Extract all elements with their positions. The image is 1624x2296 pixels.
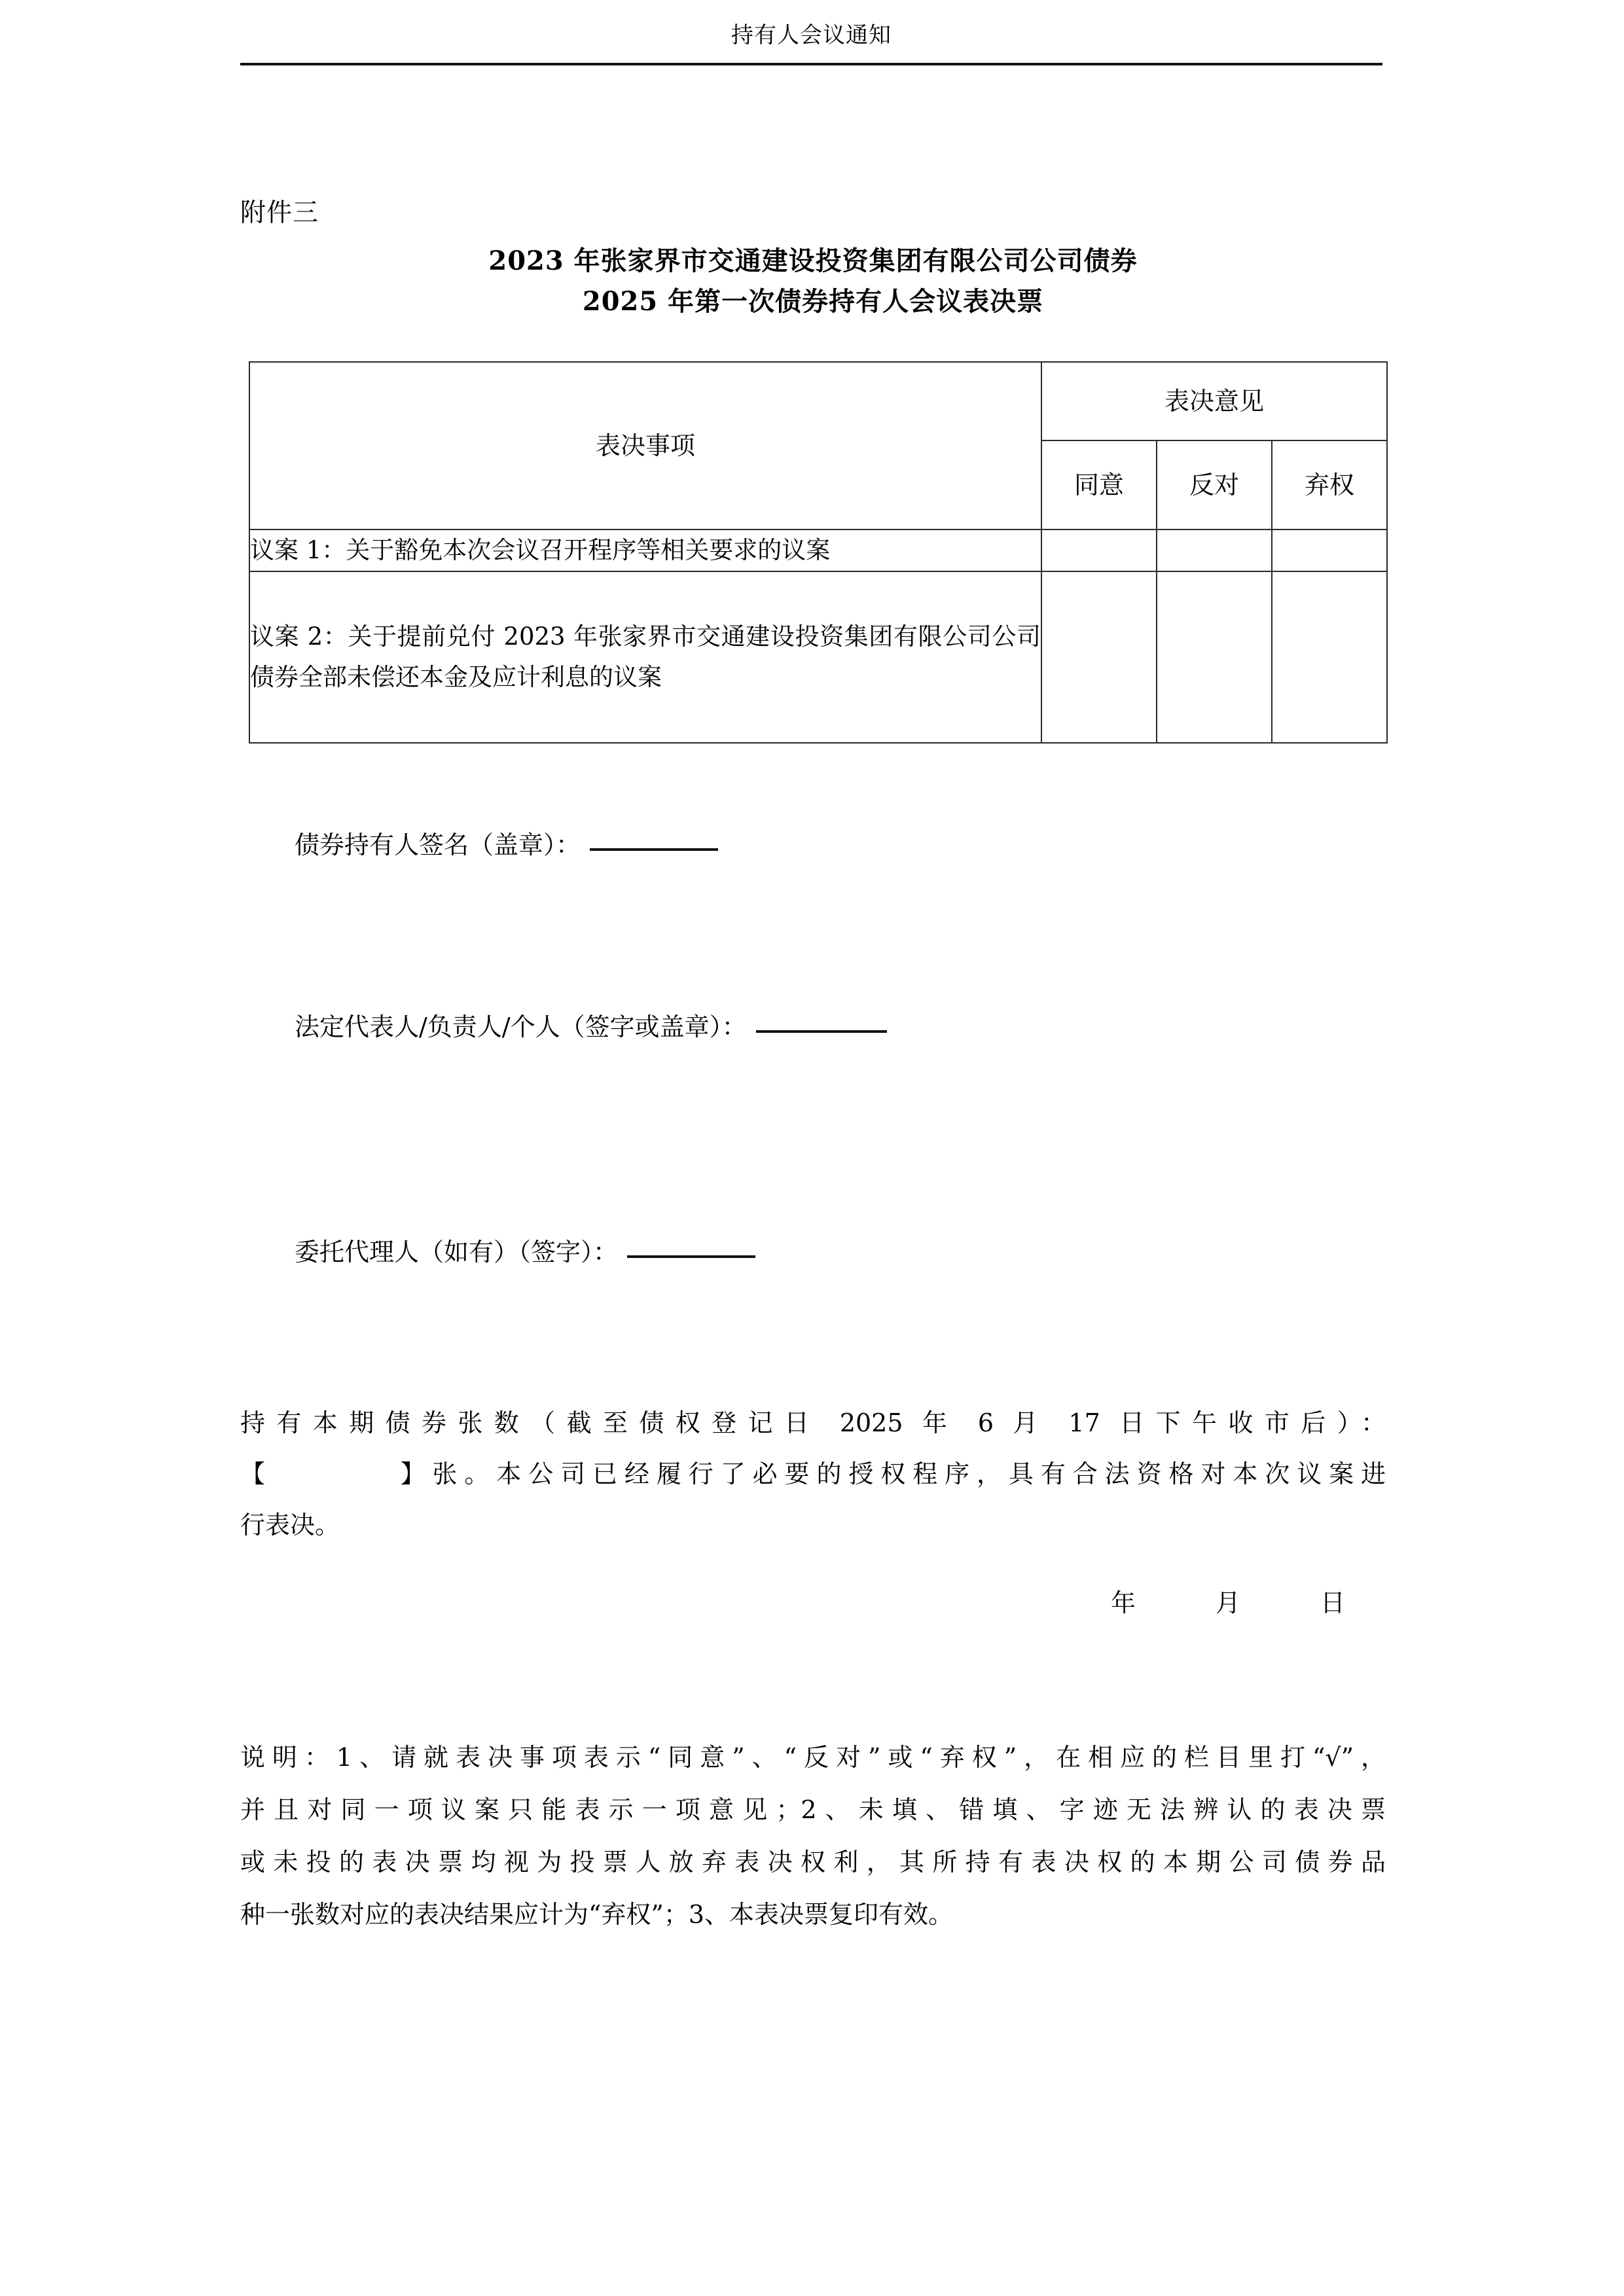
- holding-statement: [240, 1397, 1386, 1551]
- document-title: [240, 241, 1386, 322]
- proposal-2-text: 议案 2：关于提前兑付 2023 年张家界市交通建设投资集团有限公司公司债券全部未偿还本金及应计利息的议案: [249, 571, 1041, 743]
- table-row: [249, 529, 1387, 571]
- column-header-abstain: 弃权: [1272, 440, 1387, 529]
- column-header-matter: 表决事项: [249, 362, 1041, 529]
- holding-statement-line-3: 行表决。: [240, 1511, 340, 1539]
- bondholder-signature-input[interactable]: [590, 848, 718, 851]
- table-header-row-top: [249, 362, 1387, 440]
- proposal-1-text: 议案 1：关于豁免本次会议召开程序等相关要求的议案: [249, 529, 1041, 571]
- legal-representative-signature-label: 法定代表人/负责人/个人（签字或盖章）：: [295, 1013, 747, 1041]
- column-header-opinion: 表决意见: [1041, 362, 1387, 440]
- bondholder-signature-block: [295, 826, 718, 864]
- bondholder-signature-label: 债券持有人签名（盖章）：: [295, 831, 581, 859]
- attachment-label: 附件三: [240, 198, 319, 228]
- date-fill-line[interactable]: 年 月 日: [1110, 1588, 1346, 1617]
- page-header-title: 持有人会议通知: [731, 22, 892, 48]
- proposal-2-agree-checkbox-cell[interactable]: [1041, 571, 1157, 743]
- authorized-agent-signature-input[interactable]: [627, 1255, 755, 1258]
- document-title-line-2: 2025 年第一次债券持有人会议表决票: [582, 286, 1044, 317]
- page-header-rule: [240, 63, 1382, 65]
- proposal-2-abstain-checkbox-cell[interactable]: [1272, 571, 1387, 743]
- vote-table-container: [249, 361, 1386, 744]
- instructions-note: [240, 1731, 1386, 1941]
- vote-table-head: [249, 362, 1387, 529]
- document-title-line-1: 2023 年张家界市交通建设投资集团有限公司公司债券: [488, 245, 1138, 276]
- instructions-note-line-4: 种一张数对应的表决结果应计为“弃权”；3、本表决票复印有效。: [240, 1900, 954, 1929]
- legal-representative-signature-input[interactable]: [756, 1030, 887, 1033]
- instructions-note-line-3: 或未投的表决票均视为投票人放弃表决权利，其所持有表决权的本期公司债券品: [240, 1848, 1386, 1876]
- proposal-2-oppose-checkbox-cell[interactable]: [1157, 571, 1272, 743]
- column-header-oppose: 反对: [1157, 440, 1272, 529]
- vote-table: [249, 361, 1388, 744]
- vote-table-body: [249, 529, 1387, 743]
- instructions-note-line-2: 并且对同一项议案只能表示一项意见；2、未填、错填、字迹无法辨认的表决票: [240, 1795, 1386, 1824]
- legal-representative-signature-block: [295, 1008, 887, 1046]
- proposal-1-abstain-checkbox-cell[interactable]: [1272, 529, 1387, 571]
- authorized-agent-signature-label: 委托代理人（如有）（签字）：: [295, 1238, 619, 1266]
- authorized-agent-signature-block: [295, 1233, 755, 1271]
- page-running-header: [240, 20, 1382, 51]
- holding-statement-line-2[interactable]: 【 】张。本公司已经履行了必要的授权程序，具有合法资格对本次议案进: [240, 1460, 1386, 1488]
- holding-statement-line-1: 持有本期债券张数（截至债权登记日 2025 年 6 月 17 日下午收市后）：: [240, 1408, 1386, 1437]
- instructions-note-line-1: 说明：1、请就表决事项表示“同意”、“反对”或“弃权”，在相应的栏目里打“√”，: [240, 1743, 1386, 1772]
- column-header-agree: 同意: [1041, 440, 1157, 529]
- proposal-1-oppose-checkbox-cell[interactable]: [1157, 529, 1272, 571]
- proposal-1-agree-checkbox-cell[interactable]: [1041, 529, 1157, 571]
- table-row: [249, 571, 1387, 743]
